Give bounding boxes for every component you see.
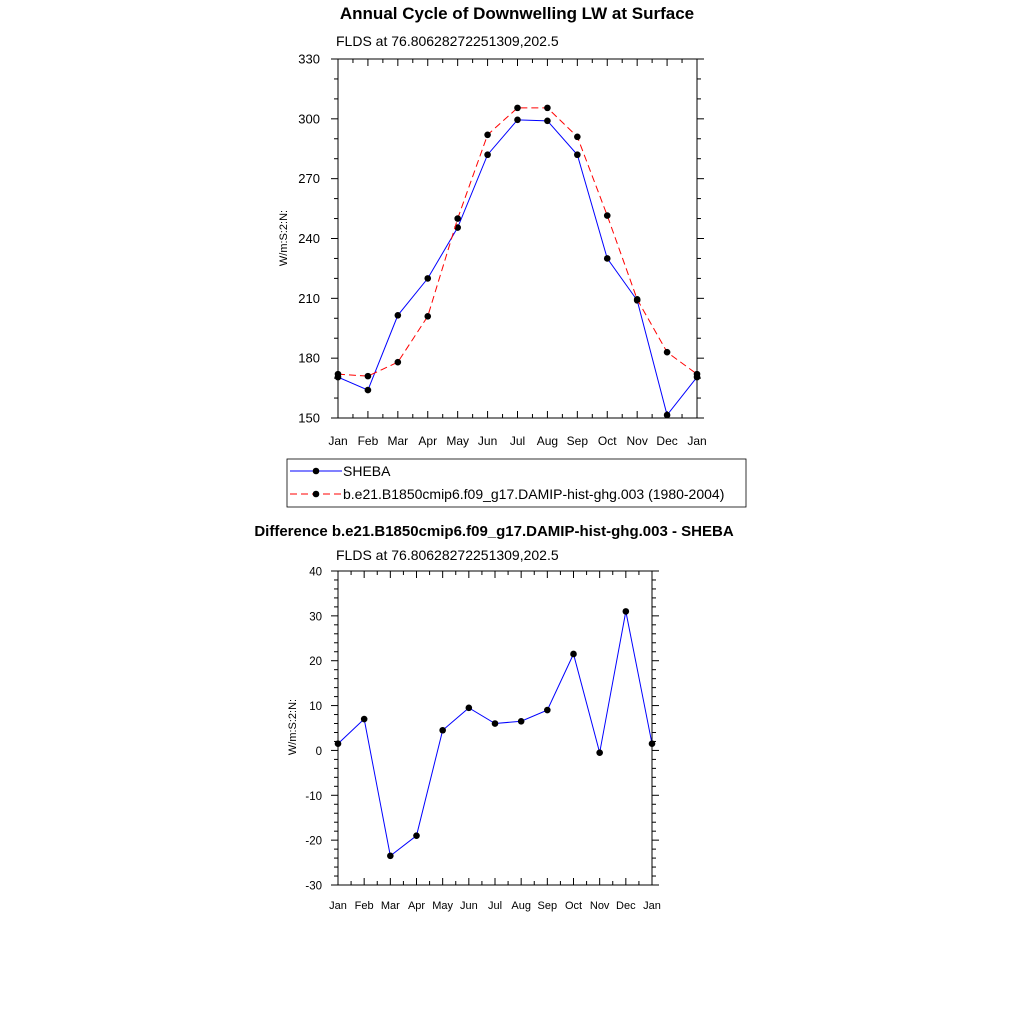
x-tick-label: Oct xyxy=(597,434,617,448)
x-tick-label: May xyxy=(446,434,470,448)
y-tick-label: 240 xyxy=(298,231,320,246)
x-tick-label: Nov xyxy=(626,434,648,448)
y-tick-label: 300 xyxy=(298,111,320,127)
series-sheba-line-point xyxy=(424,275,431,282)
x-tick-label: Feb xyxy=(357,434,379,448)
series-model-line-point xyxy=(395,359,402,366)
x-tick-label: Jan xyxy=(329,900,347,912)
x-tick-label: Jan xyxy=(328,434,348,448)
series-difference-line-point xyxy=(387,853,394,860)
series-difference-line-point xyxy=(466,705,473,712)
x-tick-label: May xyxy=(432,900,454,912)
legend-marker-model xyxy=(313,491,320,498)
series-sheba-line-point xyxy=(574,151,581,158)
chart-title: Difference b.e21.B1850cmip6.f09_g17.DAMIP-hist-ghg.003 - SHEBA xyxy=(254,523,734,540)
chart-title: Annual Cycle of Downwelling LW at Surface xyxy=(339,4,695,23)
series-difference-line-point xyxy=(492,720,499,727)
series-sheba-line-point xyxy=(395,312,402,319)
y-tick-label: 150 xyxy=(298,410,320,426)
x-tick-label: Jun xyxy=(459,900,478,912)
series-sheba-line-point xyxy=(664,412,671,419)
series-difference-line-point xyxy=(413,832,420,839)
x-tick-label: Jan xyxy=(687,434,707,448)
y-axis-label: W/m:S:2:N: xyxy=(287,698,299,756)
annual-cycle-chart xyxy=(278,4,707,448)
x-tick-label: Oct xyxy=(564,900,583,912)
x-tick-label: Apr xyxy=(407,900,426,912)
x-tick-label: Feb xyxy=(354,900,374,912)
series-model-line-point xyxy=(544,105,551,112)
series-sheba-line-point xyxy=(514,117,521,124)
legend-marker-sheba xyxy=(313,468,320,475)
y-tick-label: 20 xyxy=(309,656,322,669)
y-tick-label: 210 xyxy=(298,290,320,306)
x-tick-label: Aug xyxy=(536,434,559,448)
legend-label-sheba: SHEBA xyxy=(343,463,391,479)
series-sheba-line-point xyxy=(484,151,491,158)
series-difference-line-point xyxy=(439,727,446,734)
y-tick-label: 0 xyxy=(315,745,322,758)
legend-label-model: b.e21.B1850cmip6.f09_g17.DAMIP-hist-ghg.003 (1980-2004) xyxy=(343,486,725,502)
series-model-line-point xyxy=(365,373,372,380)
series-sheba-line xyxy=(338,120,697,415)
x-tick-label: Mar xyxy=(380,900,400,912)
series-difference-line-point xyxy=(544,707,551,714)
series-difference-line-point xyxy=(623,608,630,615)
x-tick-label: Jan xyxy=(643,900,661,912)
y-tick-label: 270 xyxy=(298,171,320,187)
x-tick-label: Apr xyxy=(418,434,438,448)
series-model-line-point xyxy=(574,133,581,140)
series-sheba-line-point xyxy=(604,255,611,262)
series-model-line-point xyxy=(634,296,641,303)
series-model-line xyxy=(338,108,697,376)
y-axis-label: W/m:S:2:N: xyxy=(278,209,290,267)
x-tick-label: Jul xyxy=(487,900,503,912)
y-tick-label: 180 xyxy=(298,350,320,366)
series-difference-line xyxy=(338,611,652,855)
series-sheba-line-point xyxy=(365,387,372,394)
series-model-line-point xyxy=(424,313,431,320)
x-tick-label: Aug xyxy=(511,900,531,912)
plot-frame xyxy=(338,571,652,885)
x-tick-label: Jun xyxy=(477,434,498,448)
chart-subtitle: FLDS at 76.80628272251309,202.5 xyxy=(336,547,559,563)
series-model-line-point xyxy=(664,349,671,356)
chart-subtitle: FLDS at 76.80628272251309,202.5 xyxy=(336,33,559,49)
y-tick-label: 330 xyxy=(298,51,320,67)
series-difference-line-point xyxy=(570,651,577,658)
x-tick-label: Dec xyxy=(656,434,678,448)
y-tick-label: -30 xyxy=(305,880,322,893)
series-difference-line-point xyxy=(596,749,603,756)
series-difference-line-point xyxy=(518,718,525,725)
x-tick-label: Mar xyxy=(387,434,409,448)
x-tick-label: Jul xyxy=(509,434,526,448)
plot-frame xyxy=(338,59,697,418)
y-tick-label: 30 xyxy=(309,611,322,624)
x-tick-label: Sep xyxy=(566,434,589,448)
x-tick-label: Sep xyxy=(537,900,558,912)
y-tick-label: 10 xyxy=(309,701,322,714)
series-model-line-point xyxy=(514,105,521,112)
legend xyxy=(287,459,746,507)
y-tick-label: -10 xyxy=(305,790,322,803)
series-difference-line-point xyxy=(361,716,368,723)
series-sheba-line-point xyxy=(544,118,551,125)
series-model-line-point xyxy=(484,131,491,138)
y-tick-label: 40 xyxy=(309,566,322,579)
x-tick-label: Dec xyxy=(616,900,636,912)
difference-chart xyxy=(254,523,733,912)
y-tick-label: -20 xyxy=(305,835,322,848)
series-model-line-point xyxy=(454,215,461,222)
series-model-line-point xyxy=(604,212,611,219)
x-tick-label: Nov xyxy=(589,900,610,912)
